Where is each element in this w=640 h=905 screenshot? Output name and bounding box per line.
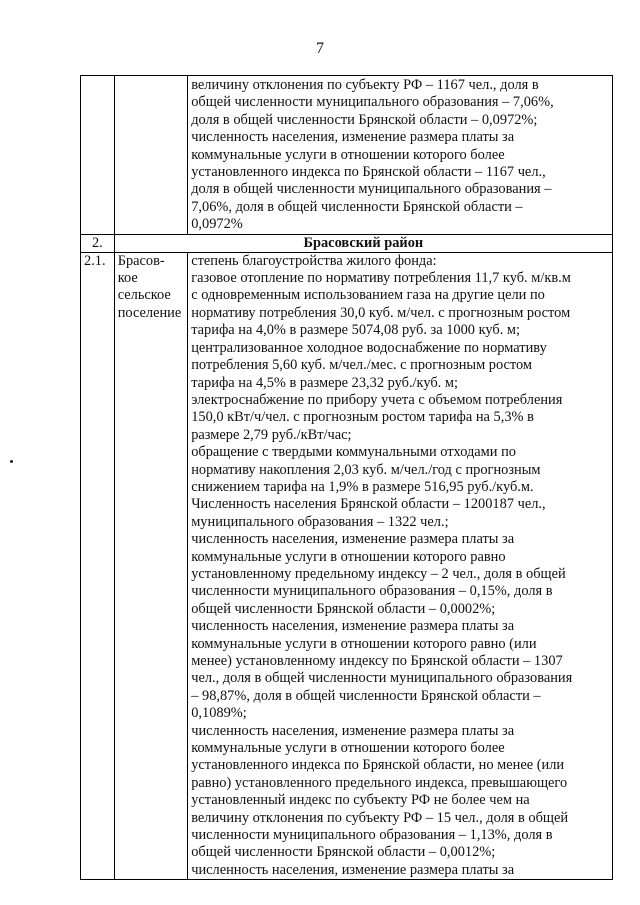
text-line: равно) установленного предельного индекса, превышающего — [191, 774, 568, 791]
name-line: Брасов- — [117, 252, 165, 269]
text-line: численности муниципального образования – 0,15%, доля в — [191, 583, 553, 600]
name-line: сельское — [117, 287, 171, 304]
text-line: размере 2,79 руб./кВт/час; — [191, 426, 352, 443]
text-line: установленного индекса по Брянской области – 1167 чел., — [191, 164, 546, 181]
section-title: Брасовский район — [114, 234, 612, 252]
table-row-continued — [81, 76, 613, 235]
text-line: коммунальные услуги в отношении которого равно — [191, 548, 506, 565]
section-row — [81, 234, 613, 252]
text-line: доля в общей численности Брянской области – 0,0972%; — [191, 111, 538, 128]
text-line: менее) установленному индексу по Брянской области – 1307 — [191, 653, 563, 669]
name-line: поселение — [117, 304, 182, 321]
text-line: коммунальные услуги в отношении которого более — [191, 146, 505, 163]
text-line: численность населения, изменение размера платы за — [191, 129, 515, 146]
row-name — [114, 252, 188, 880]
table-row-2-1 — [81, 252, 613, 880]
text-line: тарифа на 4,5% в размере 23,32 руб./куб. м; — [191, 374, 458, 391]
text-line: общей численности Брянской области – 0,0002%; — [191, 600, 496, 617]
row-description — [188, 252, 613, 880]
text-line: численность населения, изменение размера платы за — [191, 722, 515, 739]
text-line: чел., доля в общей численности муниципального образования — [191, 670, 573, 687]
cell-description — [188, 76, 613, 235]
text-line: установленного индекса по Брянской области, но менее (или — [191, 757, 565, 774]
text-line: электроснабжение по прибору учета с объемом потребления — [191, 391, 563, 408]
text-line: численность населения, изменение размера платы за — [191, 531, 515, 548]
page-number: 7 — [316, 40, 324, 57]
data-table — [80, 75, 613, 880]
text-line: потребления 5,60 куб. м/чел./мес. с прогнозным ростом — [191, 357, 533, 374]
text-line: тарифа на 4,0% в размере 5074,08 руб. за 1000 куб. м; — [191, 322, 521, 339]
text-line: степень благоустройства жилого фонда: — [191, 252, 437, 269]
text-line: численность населения, изменение размера платы за — [191, 861, 515, 878]
text-line: установленному предельному индексу – 2 чел., доля в общей — [191, 565, 566, 582]
text-line: нормативу потребления 30,0 куб. м/чел. с прогнозным ростом — [191, 304, 571, 321]
scan-speck — [10, 460, 13, 463]
text-line: общей численности муниципального образования – 7,06%, — [191, 94, 554, 111]
row-number-text: 2.1. — [84, 252, 106, 269]
text-line: – 98,87%, доля в общей численности Брянской области – — [191, 687, 541, 704]
text-line: обращение с твердыми коммунальными отходами по — [191, 444, 516, 461]
text-line: Численность населения Брянской области – 1200187 чел., — [191, 496, 546, 513]
text-line: численность населения, изменение размера платы за — [191, 618, 515, 635]
text-line: нормативу накопления 2,03 куб. м/чел./год с прогнозным — [191, 461, 541, 478]
text-line: величину отклонения по субъекту РФ – 1167 чел., доля в — [191, 77, 539, 93]
text-line: 7,06%, доля в общей численности Брянской области – — [191, 198, 523, 215]
text-line: общей численности Брянской области – 0,0012%; — [191, 844, 496, 861]
text-line: 150,0 кВт/ч/чел. с прогнозным ростом тарифа на 5,3% в — [191, 409, 534, 426]
text-line: доля в общей численности муниципального образования – — [191, 181, 552, 198]
text-line: величину отклонения по субъекту РФ – 15 чел., доля в общей — [191, 809, 569, 826]
cell-number-empty — [81, 76, 115, 235]
cell-name-empty — [114, 76, 188, 235]
text-line: численности муниципального образования – 1,13%, доля в — [191, 827, 553, 844]
section-number: 2. — [81, 234, 115, 252]
name-line: кое — [117, 270, 138, 287]
text-line: коммунальные услуги в отношении которого более — [191, 740, 505, 757]
text-line: коммунальные услуги в отношении которого равно (или — [191, 635, 537, 652]
text-line: установленный индекс по субъекту РФ не более чем на — [191, 792, 530, 809]
row-number — [81, 252, 115, 880]
text-line: газовое отопление по нормативу потребления 11,7 куб. м/кв.м — [191, 270, 571, 287]
text-line: централизованное холодное водоснабжение по нормативу — [191, 339, 547, 356]
text-line: 0,1089%; — [191, 705, 247, 722]
text-line: 0,0972% — [191, 216, 243, 233]
text-line: с одновременным использованием газа на другие цели по — [191, 287, 545, 304]
text-line: снижением тарифа на 1,9% в размере 516,95 руб./куб.м. — [191, 478, 534, 495]
text-line: муниципального образования – 1322 чел.; — [191, 513, 449, 530]
